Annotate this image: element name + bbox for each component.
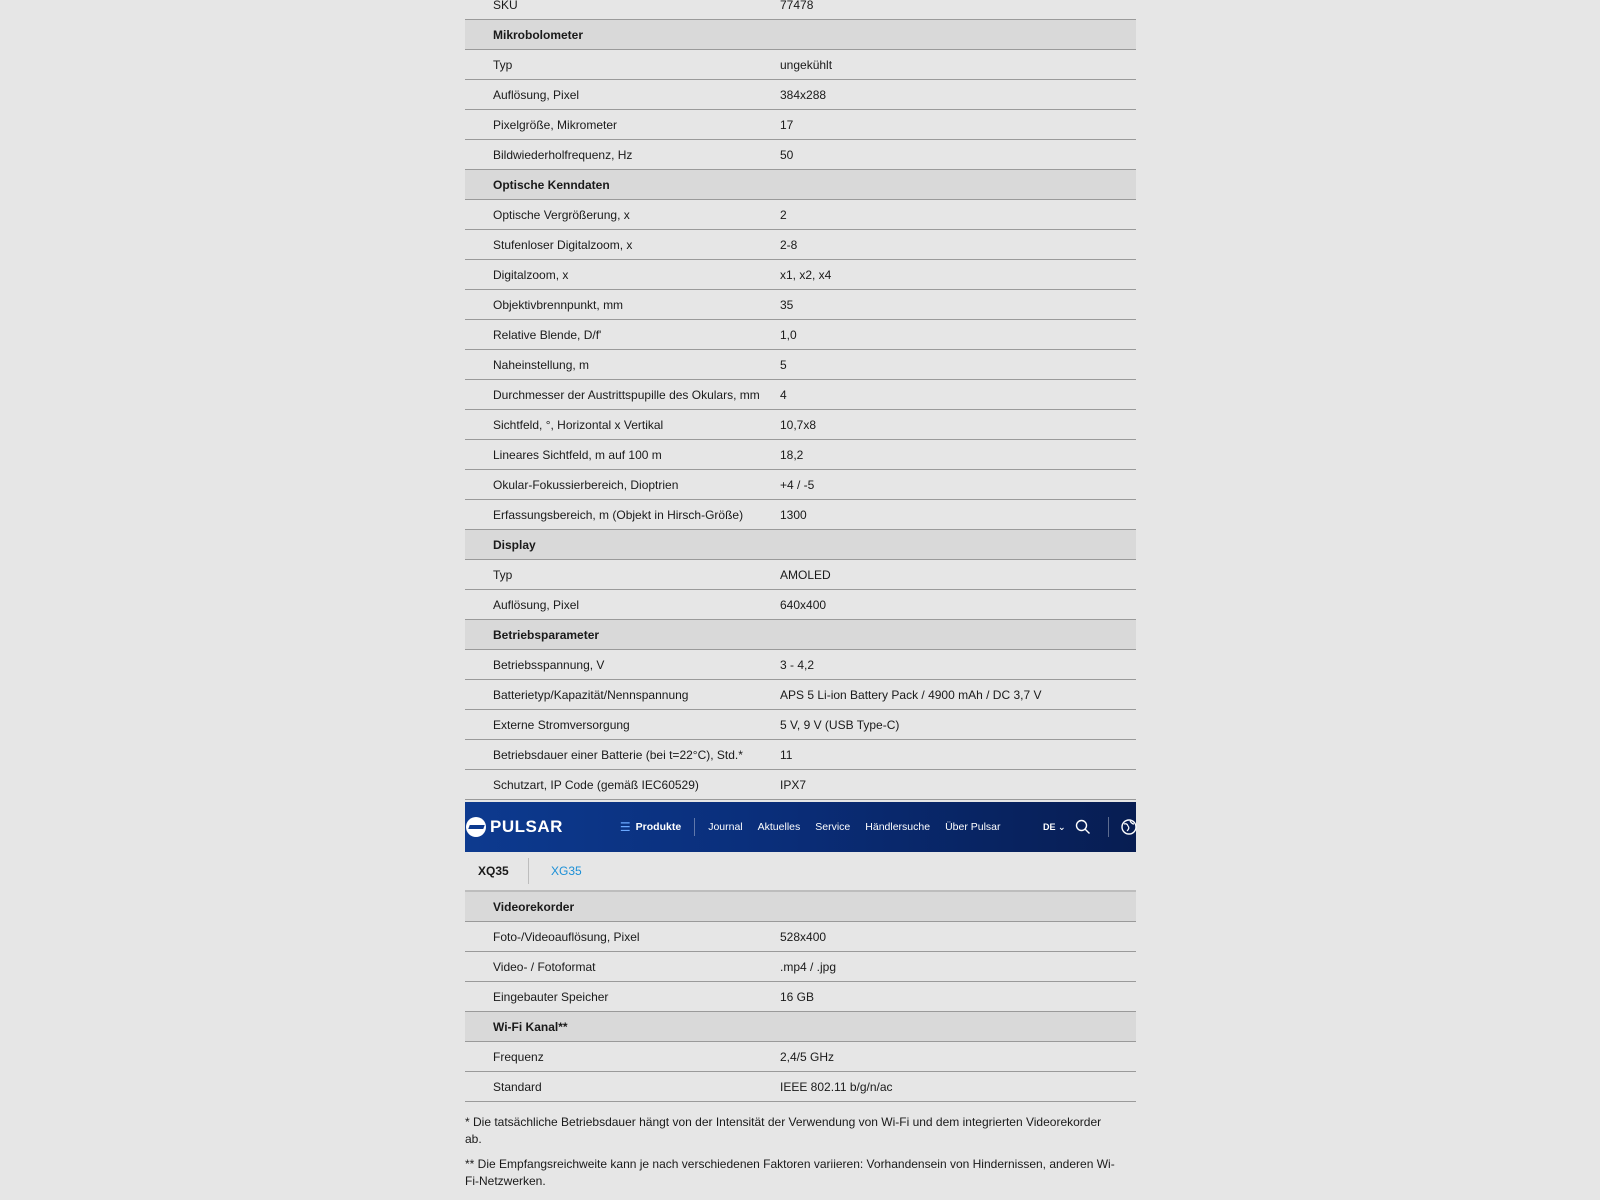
row-value: 1300 xyxy=(780,507,807,522)
row-label: Okular-Fokussierbereich, Dioptrien xyxy=(493,477,679,492)
row-label: Sichtfeld, °, Horizontal x Vertikal xyxy=(493,417,664,432)
row-value: AMOLED xyxy=(780,567,831,582)
table-row xyxy=(465,560,1136,590)
section-header xyxy=(465,170,1136,200)
section-title: Videorekorder xyxy=(493,899,575,914)
tab-divider xyxy=(528,858,529,884)
row-value: x1, x2, x4 xyxy=(780,267,832,282)
row-value: 77478 xyxy=(780,0,814,12)
row-label: Optische Vergrößerung, x xyxy=(493,207,630,222)
table-row xyxy=(465,260,1136,290)
row-value: 384x288 xyxy=(780,87,827,102)
brand-name: PULSAR xyxy=(490,817,563,836)
row-value: 4 xyxy=(780,387,787,402)
table-row xyxy=(465,410,1136,440)
row-value: APS 5 Li-ion Battery Pack / 4900 mAh / DC 3,7 V xyxy=(780,687,1042,702)
row-label: Bildwiederholfrequenz, Hz xyxy=(493,147,633,162)
row-value: 50 xyxy=(780,147,794,162)
row-label: Video- / Fotoformat xyxy=(493,959,596,974)
spec-column xyxy=(465,0,1136,1198)
section-header xyxy=(465,530,1136,560)
row-label: SKU xyxy=(493,0,518,12)
row-label: Auflösung, Pixel xyxy=(493,597,580,612)
specs-table-top xyxy=(465,20,1136,800)
table-row xyxy=(465,1042,1136,1072)
row-label: Relative Blende, D/f' xyxy=(493,327,602,342)
nav-link-service[interactable]: Service xyxy=(815,821,851,833)
row-label: Stufenloser Digitalzoom, x xyxy=(493,237,633,252)
table-row xyxy=(465,470,1136,500)
nav-link-haendlersuche[interactable]: Händlersuche xyxy=(865,821,931,833)
row-label: Typ xyxy=(493,57,513,72)
table-row xyxy=(465,650,1136,680)
search-icon[interactable] xyxy=(1075,819,1091,840)
row-label: Objektivbrennpunkt, mm xyxy=(493,297,624,312)
row-value: IEEE 802.11 b/g/n/ac xyxy=(780,1079,893,1094)
row-label: Batterietyp/Kapazität/Nennspannung xyxy=(493,687,689,702)
nav-products-label: Produkte xyxy=(635,821,682,833)
globe-icon[interactable] xyxy=(1121,819,1137,840)
row-label: Digitalzoom, x xyxy=(493,267,569,282)
table-row xyxy=(465,380,1136,410)
menu-icon: ☰ xyxy=(619,820,631,834)
section-header xyxy=(465,20,1136,50)
row-label: Schutzart, IP Code (gemäß IEC60529) xyxy=(493,777,699,792)
language-selector[interactable] xyxy=(1043,822,1066,833)
row-label: Naheinstellung, m xyxy=(493,357,590,372)
section-title: Wi-Fi Kanal** xyxy=(493,1019,568,1034)
row-label: Externe Stromversorgung xyxy=(493,717,630,732)
section-header xyxy=(465,620,1136,650)
nav-link-ueber-pulsar[interactable]: Über Pulsar xyxy=(945,821,1001,833)
row-value: ungekühlt xyxy=(780,57,833,72)
table-row xyxy=(465,0,1136,20)
row-value: 5 xyxy=(780,357,787,372)
row-value: IPX7 xyxy=(780,777,807,792)
row-label: Lineares Sichtfeld, m auf 100 m xyxy=(493,447,662,462)
table-row xyxy=(465,922,1136,952)
footnote-2: ** Die Empfangsreichweite kann je nach verschiedenen Faktoren variieren: Vorhandensein von Hindernissen, anderen Wi-Fi-Netzwerken. xyxy=(465,1157,1115,1188)
site-header xyxy=(465,802,1136,852)
row-label: Auflösung, Pixel xyxy=(493,87,580,102)
row-label: Standard xyxy=(493,1079,542,1094)
nav-divider xyxy=(1108,817,1109,837)
row-label: Betriebsdauer einer Batterie (bei t=22°C), Std.* xyxy=(493,747,743,762)
row-value: 11 xyxy=(780,747,793,762)
specs-table-bottom xyxy=(465,892,1136,1102)
row-value: 528x400 xyxy=(780,929,827,944)
row-label: Erfassungsbereich, m (Objekt in Hirsch-Größe) xyxy=(493,507,744,522)
nav-products-button[interactable] xyxy=(620,818,695,836)
table-row xyxy=(465,140,1136,170)
row-value: 18,2 xyxy=(780,447,804,462)
row-value: 1,0 xyxy=(780,327,797,342)
footnotes xyxy=(465,1114,1136,1190)
row-label: Typ xyxy=(493,567,513,582)
footnote-1: * Die tatsächliche Betriebsdauer hängt von der Intensität der Verwendung von Wi-Fi und dem integrierten Videorekorder ab. xyxy=(465,1115,1102,1146)
pulsar-logo-icon xyxy=(466,817,486,837)
pulsar-logo[interactable] xyxy=(466,817,563,837)
table-row xyxy=(465,770,1136,800)
table-row xyxy=(465,1072,1136,1102)
chevron-down-icon: ⌄ xyxy=(1058,821,1066,832)
tab-xg35[interactable]: XG35 xyxy=(551,864,582,878)
row-value: +4 / -5 xyxy=(780,477,815,492)
row-value: 5 V, 9 V (USB Type-C) xyxy=(780,717,900,732)
table-row xyxy=(465,80,1136,110)
row-label: Betriebsspannung, V xyxy=(493,657,605,672)
table-row xyxy=(465,200,1136,230)
nav-link-aktuelles[interactable]: Aktuelles xyxy=(757,821,801,833)
section-title: Display xyxy=(493,537,536,552)
row-value: 640x400 xyxy=(780,597,827,612)
row-label: Pixelgröße, Mikrometer xyxy=(493,117,618,132)
table-row xyxy=(465,440,1136,470)
row-value: 35 xyxy=(780,297,794,312)
main-nav xyxy=(620,818,1016,836)
table-row xyxy=(465,982,1136,1012)
table-row xyxy=(465,740,1136,770)
section-title: Betriebsparameter xyxy=(493,627,600,642)
row-value: 3 - 4,2 xyxy=(780,657,815,672)
section-header xyxy=(465,1012,1136,1042)
nav-link-journal[interactable]: Journal xyxy=(708,821,743,833)
table-row xyxy=(465,350,1136,380)
table-row xyxy=(465,110,1136,140)
row-label: Frequenz xyxy=(493,1049,544,1064)
product-tabs xyxy=(465,852,1136,892)
row-value: 2 xyxy=(780,207,787,222)
row-value: 17 xyxy=(780,117,794,132)
section-header xyxy=(465,892,1136,922)
table-row xyxy=(465,230,1136,260)
row-label: Foto-/Videoauflösung, Pixel xyxy=(493,929,640,944)
section-title: Optische Kenndaten xyxy=(493,177,610,192)
table-row xyxy=(465,590,1136,620)
row-label: Eingebauter Speicher xyxy=(493,989,609,1004)
row-value: 2,4/5 GHz xyxy=(780,1049,835,1064)
table-row xyxy=(465,952,1136,982)
section-title: Mikrobolometer xyxy=(493,27,584,42)
row-value: 16 GB xyxy=(780,989,815,1004)
tab-xq35[interactable]: XQ35 xyxy=(478,864,509,878)
row-label: Durchmesser der Austrittspupille des Okulars, mm xyxy=(493,387,760,402)
row-value: 10,7x8 xyxy=(780,417,817,432)
table-row xyxy=(465,290,1136,320)
table-row xyxy=(465,320,1136,350)
table-row xyxy=(465,680,1136,710)
language-label: DE xyxy=(1043,821,1056,832)
row-value: 2-8 xyxy=(780,237,798,252)
table-row xyxy=(465,50,1136,80)
table-row xyxy=(465,710,1136,740)
row-value: .mp4 / .jpg xyxy=(780,959,837,974)
table-row xyxy=(465,500,1136,530)
